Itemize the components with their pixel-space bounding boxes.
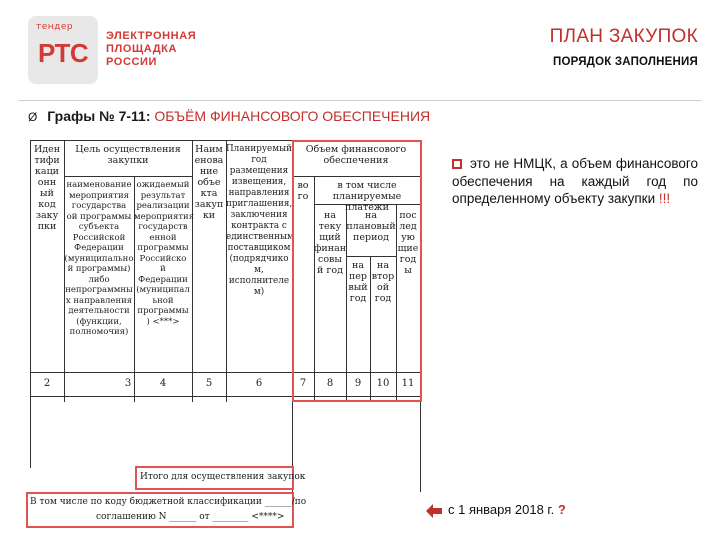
col-id-header: Иден тифи каци онн ый код заку пки (33, 144, 61, 232)
note-exclamation: !!! (658, 191, 671, 206)
col-object-header: Наим енова ние объе кта закуп ки (194, 144, 224, 221)
page-title: ПЛАН ЗАКУПОК (549, 26, 698, 47)
col-number: 6 (255, 378, 263, 389)
highlight-columns-7-11 (292, 140, 422, 402)
col-number: 3 (124, 378, 132, 389)
col-number: 7 (299, 378, 307, 389)
date-note (448, 502, 566, 517)
col-number: 5 (205, 378, 213, 389)
col-planned-period-header: на плановый период (346, 210, 396, 243)
arrow-left-icon (426, 504, 442, 518)
brand-line-1: ЭЛЕКТРОННАЯ (106, 30, 197, 42)
col-purpose-header: Цель осуществления закупки (75, 144, 181, 166)
total-row-label: Итого для осуществления закупок (140, 472, 306, 482)
col-current-year-header: на теку щий финан совы й год (314, 210, 347, 276)
table-line (30, 402, 31, 468)
brand-line-3: РОССИИ (106, 56, 158, 68)
col-number: 8 (326, 378, 334, 389)
date-question-mark: ? (557, 502, 566, 517)
checkbox-bullet-icon (452, 159, 462, 169)
logo-small-text: тендер (36, 22, 74, 32)
col-year-header: Планируемый год размещения извещения, направления приглашения, заключения контракта с единственным поставщиком (подрядчико м, исполнителе м) (226, 144, 294, 297)
logo (28, 16, 98, 84)
explanation-note (452, 155, 698, 208)
col-second-year-header: на втор ой год (371, 260, 395, 304)
note-text: это не НМЦК, а объем финансового обеспечения на каждый год по определенному объекту закупки (452, 156, 698, 206)
col-number: 10 (376, 378, 390, 389)
agreement-label: соглашению N ______ от ________ <****> (96, 512, 285, 522)
header-divider (18, 100, 702, 101)
col-number: 9 (354, 378, 362, 389)
col-volume-header: Объем финансового обеспечения (305, 144, 407, 166)
arrow-bullet-icon: Ø (28, 110, 38, 124)
section-heading (28, 108, 430, 124)
budget-code-label: В том числе по коду бюджетной классификации ______/по (30, 497, 307, 507)
col-payments-header: в том числе планируемые платежи (332, 180, 402, 213)
page-subtitle: ПОРЯДОК ЗАПОЛНЕНИЯ (553, 56, 698, 68)
col-total-header: во го (297, 180, 309, 202)
col-number: 4 (159, 378, 167, 389)
section-label: Графы № 7-11: (47, 108, 151, 124)
col-number: 2 (43, 378, 51, 389)
section-title: ОБЪЁМ ФИНАНСОВОГО ОБЕСПЕЧЕНИЯ (154, 108, 431, 124)
table-line (420, 402, 421, 492)
col-first-year-header: на пер вый год (348, 260, 368, 304)
col-following-years-header: пос лед ую щие год ы (397, 210, 419, 276)
table-line (64, 176, 192, 177)
date-text: с 1 января 2018 г. (448, 502, 558, 517)
note-body (452, 155, 698, 208)
col-number: 11 (401, 378, 415, 389)
brand-line-2: ПЛОЩАДКА (106, 43, 178, 55)
brand-name (106, 30, 196, 69)
col-result-header: ожидаемый результат реализации мероприятия государств енной программы Российско й Федерации (муниципал ьной программы ) <***> (134, 180, 195, 327)
logo-big-text: РТС (38, 38, 89, 68)
table-line (30, 140, 31, 402)
col-program-header: наименование мероприятия государства ой программы субъекта Российской Федерации (муниципально й программы) либо непрограммны х направления деятельности (функции, полномочия) (64, 180, 134, 337)
